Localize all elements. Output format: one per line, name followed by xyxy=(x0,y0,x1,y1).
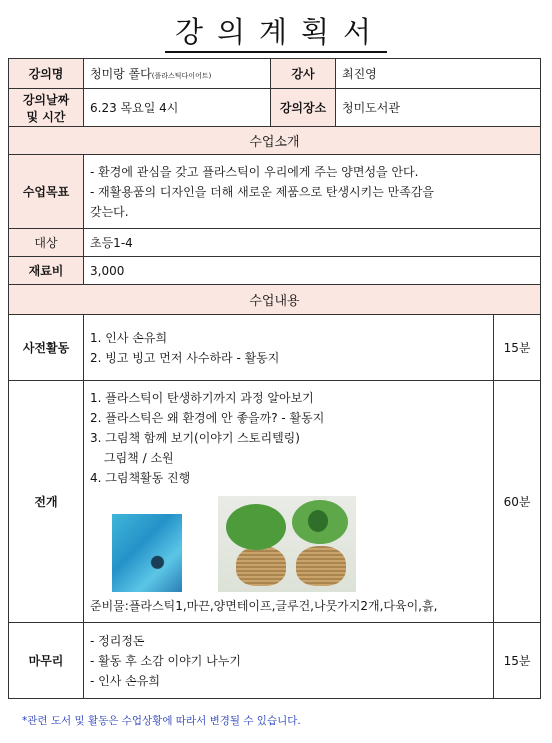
list-item: 3. 그림책 함께 보기(이야기 스토리텔링) xyxy=(90,430,300,445)
list-item: 1. 플라스틱이 탄생하기까지 과정 알아보기 xyxy=(90,390,314,405)
closing-time: 15분 xyxy=(494,623,541,699)
footnote: *관련 도서 및 활동은 수업상황에 따라서 변경될 수 있습니다. xyxy=(22,715,301,727)
teacher-label: 강사 xyxy=(271,59,336,89)
goal-text xyxy=(84,155,541,229)
teacher-value: 최진영 xyxy=(336,59,541,89)
lecture-name-value: 청미랑 폴다(플라스틱다이어트) xyxy=(84,59,271,89)
cost-label: 재료비 xyxy=(9,257,84,285)
cost-value: 3,000 xyxy=(84,257,541,285)
picture-book-cover-image xyxy=(112,514,182,592)
goal-line: 갖는다. xyxy=(90,204,129,219)
activity-images xyxy=(90,492,487,592)
list-item: 그림책 / 소원 xyxy=(104,450,174,465)
list-item: - 인사 손유희 xyxy=(90,673,160,688)
lecture-plan-table xyxy=(8,58,541,699)
list-item: 4. 그림책활동 진행 xyxy=(90,470,191,485)
pre-activity-label: 사전활동 xyxy=(9,315,84,381)
main-activity-label: 전개 xyxy=(9,381,84,623)
content-header: 수업내용 xyxy=(9,285,541,315)
list-item: - 활동 후 소감 이야기 나누기 xyxy=(90,653,241,668)
pre-activity-time: 15분 xyxy=(494,315,541,381)
list-item: 2. 빙고 빙고 먼저 사수하라 - 활동지 xyxy=(90,350,280,365)
succulent-pots-image xyxy=(218,496,356,592)
main-activity-time: 60분 xyxy=(494,381,541,623)
list-item: 2. 플라스틱은 왜 환경에 안 좋을까? - 활동지 xyxy=(90,410,325,425)
goal-line: - 환경에 관심을 갖고 플라스틱이 우리에게 주는 양면성을 안다. xyxy=(90,164,419,179)
closing-list xyxy=(84,623,494,699)
list-item: - 정리정돈 xyxy=(90,633,145,648)
date-label: 강의날짜 및 시간 xyxy=(9,89,84,127)
pre-activity-list xyxy=(84,315,494,381)
place-value: 청미도서관 xyxy=(336,89,541,127)
lecture-name-label: 강의명 xyxy=(9,59,84,89)
materials-line: 준비물:플라스틱1,마끈,양면테이프,글루건,나뭇가지2개,다육이,흙, xyxy=(90,598,438,613)
intro-header: 수업소개 xyxy=(9,127,541,155)
goal-line: - 재활용품의 디자인을 더해 새로운 제품으로 탄생시키는 만족감을 xyxy=(90,184,435,199)
closing-label: 마무리 xyxy=(9,623,84,699)
page-title: 강의계획서 xyxy=(0,10,552,51)
target-value: 초등1-4 xyxy=(84,229,541,257)
date-value: 6.23 목요일 4시 xyxy=(84,89,271,127)
target-label: 대상 xyxy=(9,229,84,257)
main-activity-list xyxy=(84,381,494,623)
list-item: 1. 인사 손유희 xyxy=(90,330,168,345)
place-label: 강의장소 xyxy=(271,89,336,127)
goal-label: 수업목표 xyxy=(9,155,84,229)
